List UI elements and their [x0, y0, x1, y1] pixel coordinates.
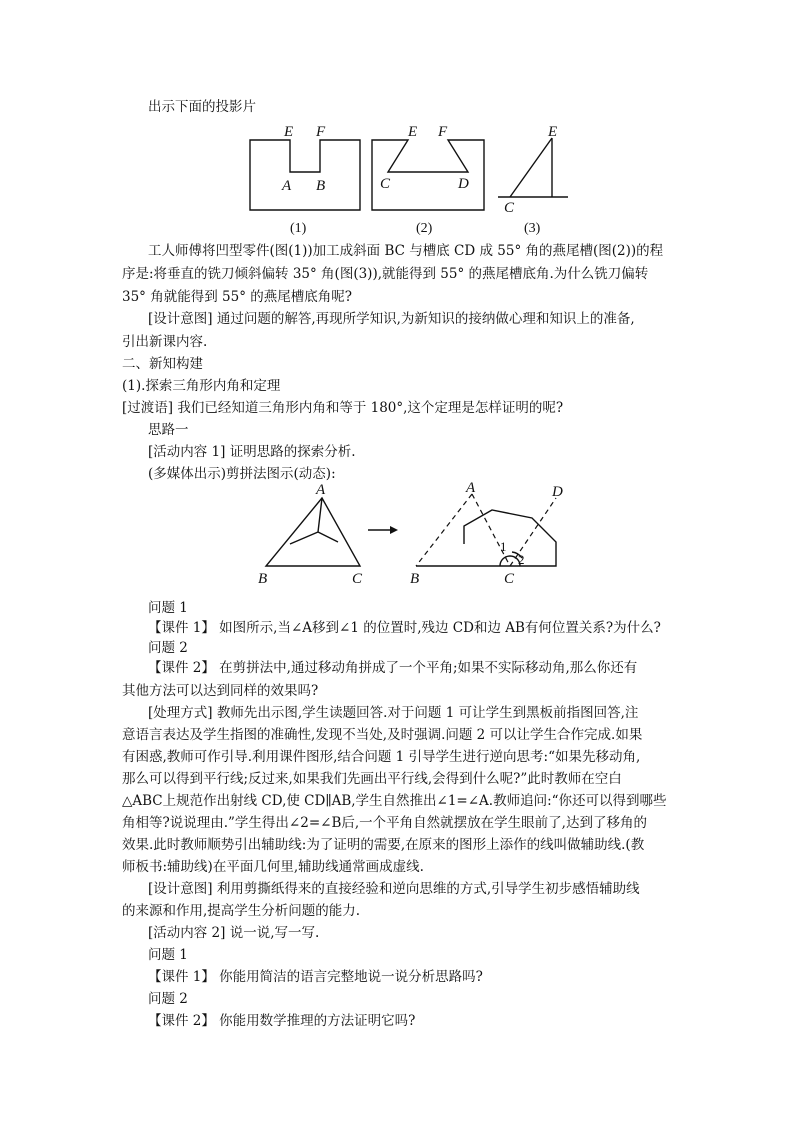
tri-label-C: C: [352, 571, 363, 587]
triangle-figure: [250, 480, 610, 595]
fig1-caption-3: (3): [524, 221, 541, 236]
courseware-4-text: 【课件 2】 你能用数学推理的方法证明它吗?: [148, 1013, 416, 1029]
method-line-5: △ABC上规范作出射线 CD,使 CD∥AB,学生自然推出∠1=∠A.教师追问:“你还可以得到哪些: [122, 793, 667, 809]
tri-label-A: A: [316, 482, 326, 498]
u-shaped-part: [250, 140, 360, 210]
milling-cutter-slant: [510, 138, 552, 197]
fig2-label-C: C: [380, 176, 391, 192]
courseware-2-line-2: 其他方法可以达到同样的效果吗?: [122, 683, 319, 699]
arrow-head-icon: [390, 526, 398, 534]
design-intent-1-line-2: 引出新课内容.: [122, 334, 208, 350]
intro-text: 出示下面的投影片: [148, 99, 256, 115]
method-line-4: 那么可以得到平行线;反过来,如果我们先画出平行线,会得到什么呢?”此时教师在空白: [122, 771, 622, 787]
fig1-caption-2: (2): [416, 221, 433, 236]
problem-line-2: 序是:将垂直的铣刀倾斜偏转 35° 角(图(3)),就能得到 55° 的燕尾槽底角.为什么铣刀偏转: [122, 266, 649, 282]
fig1-label-B: B: [316, 178, 326, 194]
fig2-label-D: D: [458, 176, 469, 192]
multimedia-text: (多媒体出示)剪拼法图示(动态):: [148, 466, 336, 482]
method-line-6: 角相等?说说理由.”学生得出∠2=∠B后,一个平角自然就摆放在学生眼前了,达到了移角的: [122, 815, 647, 831]
problem-line-3: 35° 角就能得到 55° 的燕尾槽底角呢?: [122, 289, 352, 305]
method-line-3: 有困惑,教师可作引导.利用课件图形,结合问题 1 引导学生进行逆向思考:“如果先移动角,: [122, 749, 641, 765]
question-1-label: 问题 1: [148, 600, 188, 616]
subsection-heading: (1).探索三角形内角和定理: [122, 378, 281, 394]
fig3-label-E: E: [548, 124, 558, 140]
design-intent-1-line-1: [设计意图] 通过问题的解答,再现所学知识,为新知识的接纳做心理和知识上的准备,: [148, 311, 635, 327]
fig2-label-2: 2: [518, 552, 525, 567]
section-heading: 二、新知构建: [122, 356, 203, 372]
cut-lines: [290, 498, 338, 544]
idea-heading: 思路一: [148, 422, 189, 438]
rearranged-pieces: [416, 510, 556, 566]
fig2-label-B: B: [410, 571, 420, 587]
triangle-abc-dashed: [416, 494, 510, 566]
method-line-8: 师板书:辅助线)在平面几何里,辅助线通常画成虚线.: [122, 859, 424, 875]
method-line-2: 意语言表达及学生指图的准确性,发现不当处,及时强调.问题 2 可以让学生合作完成.如果: [122, 727, 643, 743]
ray-cd-dashed: [510, 498, 556, 566]
method-line-7: 效果.此时教师顺势引出辅助线:为了证明的需要,在原来的图形上添作的线叫做辅助线.(教: [122, 837, 645, 853]
fig1-label-F: F: [316, 124, 326, 140]
courseware-1-text: 【课件 1】 如图所示,当∠A移到∠1 的位置时,残边 CD和边 AB有何位置关系?为什么?: [148, 620, 661, 636]
design-intent-2-line-2: 的来源和作用,提高学生分析问题的能力.: [122, 903, 361, 919]
courseware-2-line-1: 【课件 2】 在剪拼法中,通过移动角拼成了一个平角;如果不实际移动角,那么你还有: [148, 660, 638, 676]
triangle-abc: [266, 498, 360, 566]
fig1-label-E: E: [284, 124, 294, 140]
dovetail-groove: [372, 140, 484, 210]
fig1-caption-1: (1): [290, 221, 307, 236]
method-line-1: [处理方式] 教师先出示图,学生读题回答.对于问题 1 可让学生到黑板前指图回答,注: [148, 705, 639, 721]
courseware-3-text: 【课件 1】 你能用简洁的语言完整地说一说分析思路吗?: [148, 969, 483, 985]
tri-label-B: B: [258, 571, 268, 587]
problem-line-1: 工人师傅将凹型零件(图(1))加工成斜面 BC 与槽底 CD 成 55° 角的燕尾槽(图(2))的程: [148, 243, 664, 259]
activity-1-heading: [活动内容 1] 证明思路的探索分析.: [148, 444, 356, 460]
transition-text: [过渡语] 我们已经知道三角形内角和等于 180°,这个定理是怎样证明的呢?: [122, 400, 564, 416]
fig1-label-A: A: [282, 178, 292, 194]
fig2-label-1: 1: [500, 539, 507, 554]
design-intent-2-line-1: [设计意图] 利用剪撕纸得来的直接经验和逆向思维的方式,引导学生初步感悟辅助线: [148, 881, 640, 897]
angle-arc-c: [500, 556, 520, 566]
fig2-label-D: D: [552, 484, 563, 500]
fig3-label-C: C: [504, 200, 515, 216]
groove-figure: [240, 120, 580, 240]
activity-2-heading: [活动内容 2] 说一说,写一写.: [148, 925, 320, 941]
fig2-label-A: A: [466, 480, 476, 496]
fig2-label-E: E: [408, 124, 418, 140]
fig2-label-F: F: [438, 124, 448, 140]
fig2-label-C: C: [504, 571, 515, 587]
question-3-label: 问题 1: [148, 947, 188, 963]
question-4-label: 问题 2: [148, 991, 188, 1007]
question-2-label: 问题 2: [148, 640, 188, 656]
